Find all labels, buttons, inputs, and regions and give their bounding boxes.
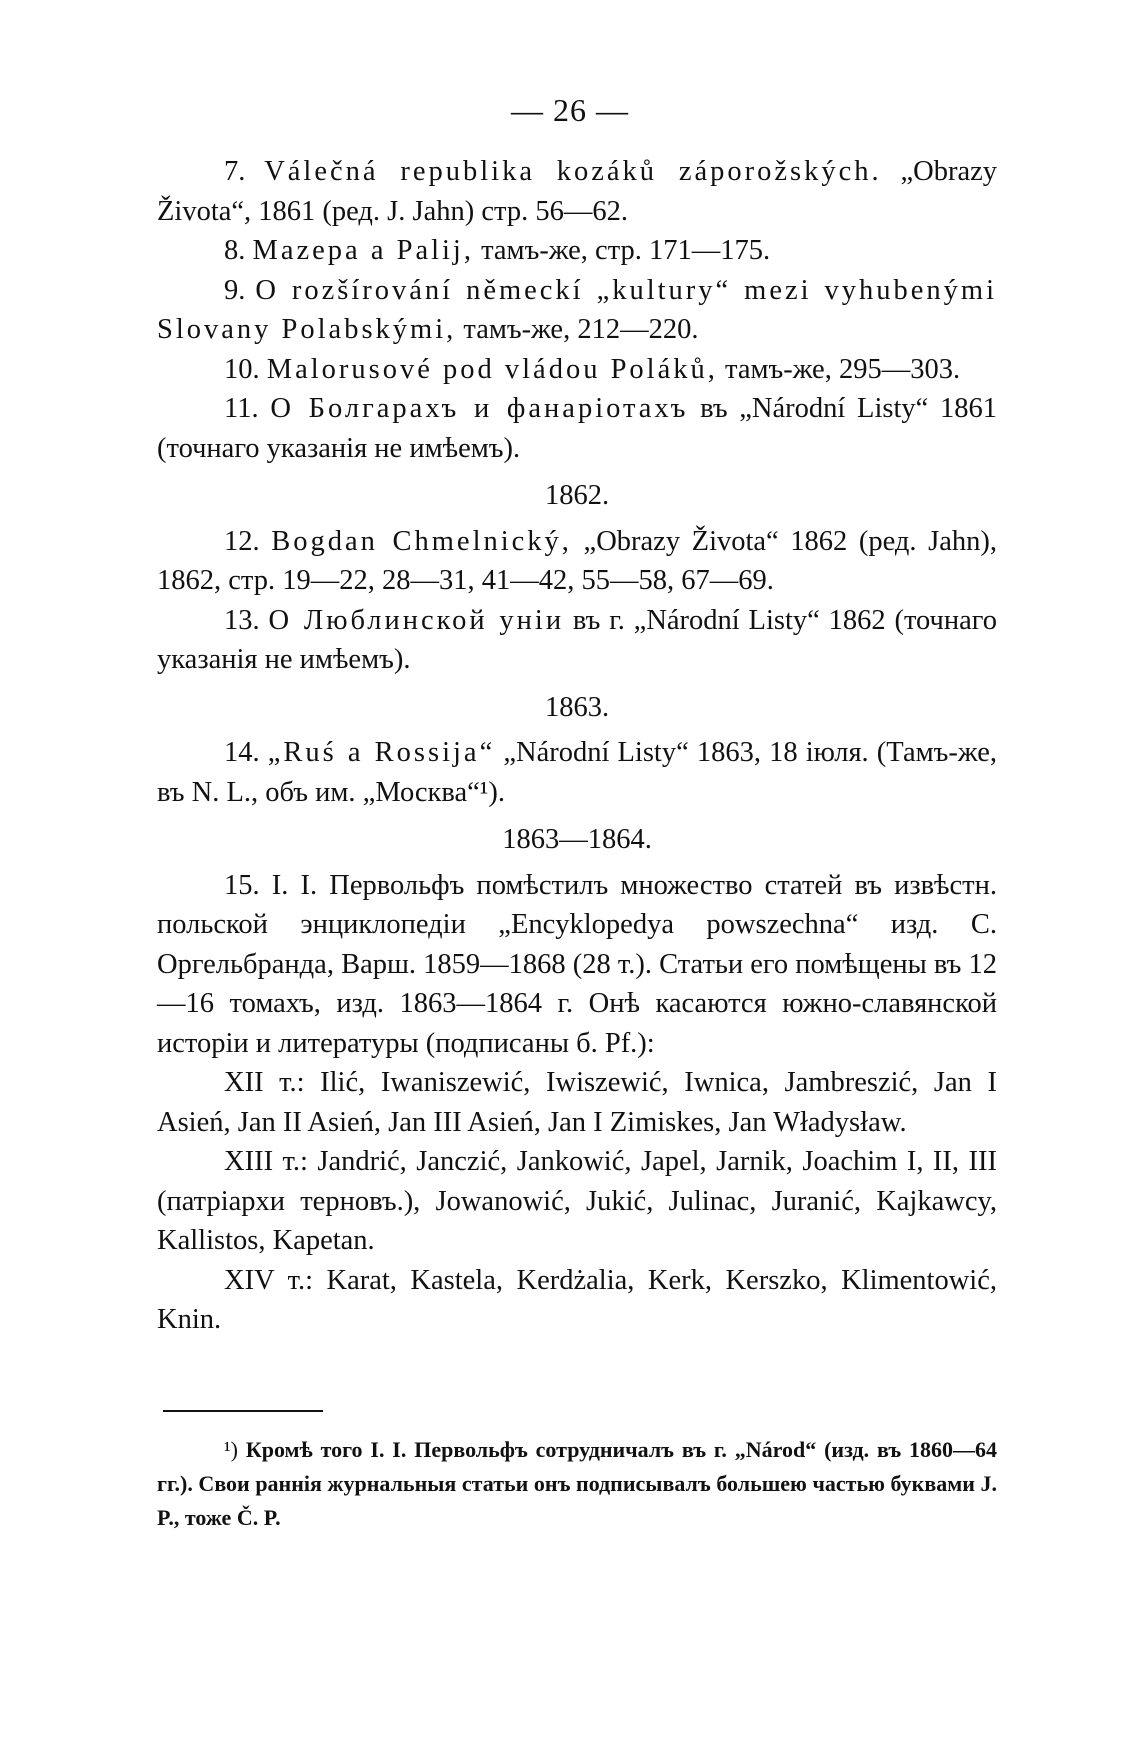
entry-8 — [157, 231, 997, 271]
entry-details: тамъ-же, 295—303. — [725, 353, 961, 385]
volume-label: XII т.: — [224, 1067, 305, 1098]
entry-details: въ „Národní Listy“ 1861 (точнаго указанія не имѣемъ). — [157, 393, 998, 464]
year-heading: 1862. — [544, 480, 610, 511]
entry-title: О Люблинской уніи — [268, 604, 565, 636]
entry-details: „Národní Listy“ 1863, 18 іюля. (Тамъ-же, въ N. L., объ им. „Москва“¹). — [157, 737, 997, 808]
entry-15 — [157, 866, 997, 1064]
footnote-divider — [163, 1410, 323, 1412]
entry-title: Válečná republika kozáků záporožských. — [264, 156, 882, 187]
volume-xiii — [157, 1142, 997, 1261]
page-number: — 26 — — [511, 92, 629, 128]
volume-label: XIV т.: — [224, 1264, 313, 1296]
volume-xii — [157, 1063, 997, 1142]
volume-names: Ilić, Iwaniszewić, Iwiszewić, Iwnica, Jambreszić, Jan I Asień, Jan II Asień, Jan III Asień, Jan I Zimiskes, Jan Władysław. — [157, 1067, 997, 1138]
entry-number: 9. — [224, 274, 246, 306]
entry-9 — [157, 271, 997, 350]
entry-details: тамъ-же, 212—220. — [463, 314, 699, 345]
year-heading: 1863—1864. — [502, 824, 652, 855]
entry-title: Mazepa a Palij, — [252, 235, 474, 266]
footnote — [157, 1433, 997, 1535]
entry-10 — [157, 350, 997, 390]
entry-title: Bogdan Chmelnický, — [271, 525, 572, 557]
entry-details: въ г. „Národní Listy“ 1862 (точнаго указанія не имѣемъ). — [157, 604, 997, 675]
entry-11 — [157, 389, 997, 468]
volume-names: Karat, Kastela, Kerdżalia, Kerk, Kerszko, Klimentowić, Knin. — [157, 1264, 997, 1335]
entry-number: 11. — [224, 393, 259, 424]
volume-names: Jandrić, Janczić, Jankowić, Japel, Jarnik, Joachim I, II, III (патріархи терновъ.), Jowanowić, Jukić, Julinac, Juranić, Kajkawcy, Kallistos, Kapetan. — [157, 1146, 997, 1256]
entry-14 — [157, 733, 997, 812]
volume-xiv — [157, 1261, 997, 1340]
entry-title: O rozšírování německí „kultury“ mezi vyhubenými Slovany Polabskými, — [157, 274, 997, 345]
footnote-text: Кромѣ того I. I. Первольфъ сотрудничалъ въ г. „Národ“ (изд. въ 1860—64 гг.). Свои раннія журнальныя статьи онъ подписывалъ большею частью буквами J. P., тоже Č. P. — [157, 1437, 998, 1530]
entry-number: 10. — [224, 353, 260, 385]
entry-number: 15. — [224, 869, 260, 901]
entry-details: „Obrazy Života“, 1861 (ред. J. Jahn) стр. 56—62. — [157, 156, 998, 227]
volume-label: XIII т.: — [224, 1146, 308, 1177]
entry-number: 7. — [224, 156, 246, 187]
entry-number: 12. — [224, 525, 260, 557]
entry-7 — [157, 152, 997, 231]
entry-number: 13. — [224, 604, 260, 636]
entry-details: „Obrazy Života“ 1862 (ред. Jahn), 1862, стр. 19—22, 28—31, 41—42, 55—58, 67—69. — [157, 525, 998, 596]
entry-title: Malorusové pod vládou Poláků, — [266, 353, 718, 385]
entry-title: „Ruś a Rossija“ — [267, 737, 496, 768]
year-heading: 1863. — [544, 691, 610, 723]
entry-13 — [157, 601, 997, 680]
entry-number: 14. — [224, 737, 260, 768]
entry-12 — [157, 522, 997, 601]
entry-details: тамъ-же, стр. 171—175. — [481, 235, 771, 266]
entry-title: О Болгарахъ и фанаріотахъ — [270, 393, 689, 424]
entry-number: 8. — [224, 235, 246, 266]
entry-body: I. I. Первольфъ помѣстилъ множество статей въ извѣстн. польской энциклопедіи „Encyklopedya powszechna“ изд. С. Оргельбранда, Варш. 1859—1868 (28 т.). Статьи его помѣщены въ 12—16 томахъ, изд. 1863—1864 г. Онѣ касаются южно-славянской исторіи и литературы (подписаны б. Pf.): — [157, 869, 997, 1059]
footnote-mark: ¹) — [224, 1437, 238, 1462]
body-text — [157, 152, 997, 1340]
